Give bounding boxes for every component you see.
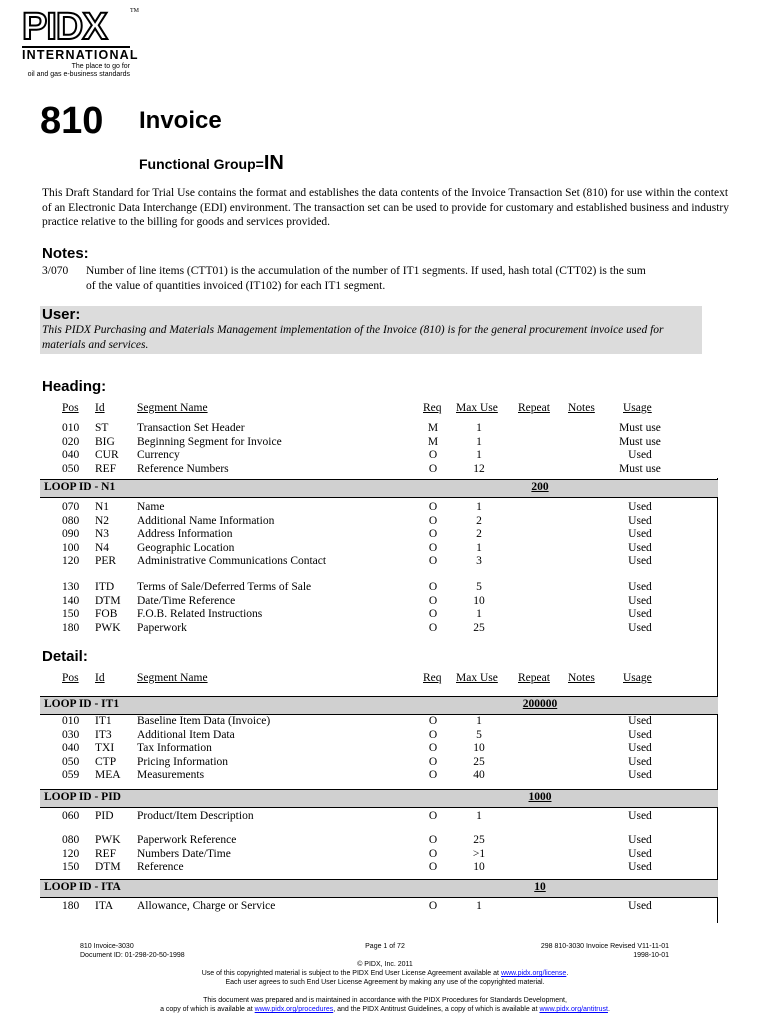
document-number: 810: [40, 100, 104, 142]
segment-name: Terms of Sale/Deferred Terms of Sale: [137, 581, 312, 593]
segment-id: REF: [95, 847, 117, 860]
loop-id-pid: LOOP ID - PID: [44, 791, 121, 803]
loop-bar-ita: [40, 879, 718, 898]
segment-name: Reference Numbers: [137, 462, 229, 475]
segment-usage: Used: [628, 861, 652, 874]
segment-name: Currency: [137, 449, 180, 462]
logo-trademark: TM: [130, 8, 139, 14]
segment-req: O: [428, 861, 438, 874]
user-heading: User:: [42, 306, 81, 323]
license-link[interactable]: www.pidx.org/license: [500, 970, 567, 977]
footer-doc-name: 810 Invoice-3030: [80, 943, 134, 950]
segment-max: 10: [473, 594, 485, 607]
segment-req: M: [427, 435, 439, 448]
segment-id: PWK: [95, 621, 121, 634]
segment-id: CUR: [95, 449, 119, 462]
segment-id: IT3: [95, 728, 112, 741]
segment-req: O: [428, 555, 438, 568]
col-pos: Pos: [62, 402, 79, 414]
segment-pos: 100: [62, 541, 80, 554]
segment-max: 1: [476, 435, 482, 448]
segment-req: O: [428, 847, 438, 860]
footer-links-text-a: a copy of which is available at: [160, 1006, 255, 1013]
user-text: This PIDX Purchasing and Materials Management implementation of the Invoice (810) is for the general procurement invoice used for materials and services.: [42, 324, 664, 351]
loop-repeat-ita: 10: [534, 881, 546, 893]
segment-id: PWK: [95, 834, 121, 846]
footer-license-end: .: [566, 970, 569, 977]
segment-usage: Must use: [619, 462, 661, 475]
segment-usage: Must use: [619, 422, 661, 434]
segment-req: O: [428, 528, 438, 541]
segment-name: Paperwork: [137, 621, 187, 634]
loop-id-it1: LOOP ID - IT1: [44, 698, 120, 710]
segment-usage: Must use: [619, 435, 661, 448]
col-req: Req: [423, 402, 442, 414]
procedures-link[interactable]: www.pidx.org/procedures: [254, 1006, 334, 1013]
segment-pos: 180: [62, 621, 80, 634]
segment-usage: Used: [628, 501, 652, 513]
segment-max: 1: [476, 608, 482, 621]
segment-name: Pricing Information: [137, 755, 229, 768]
segment-req: O: [428, 514, 438, 527]
antitrust-link[interactable]: www.pidx.org/antitrust: [539, 1006, 608, 1013]
segment-req: O: [428, 810, 438, 822]
segment-id: N4: [95, 541, 110, 554]
segment-usage: Used: [628, 810, 652, 822]
segment-usage: Used: [628, 581, 652, 593]
segment-id: DTM: [95, 594, 121, 607]
segment-name: Transaction Set Header: [137, 422, 245, 434]
loop-bar-pid: [40, 789, 718, 808]
segment-name: Additional Item Data: [137, 728, 235, 741]
segment-pos: 090: [62, 528, 80, 541]
segment-max: 25: [473, 755, 485, 768]
segment-pos: 080: [62, 834, 80, 846]
footer-doc-id: Document ID: 01-298-20-50-1998: [80, 952, 185, 959]
segment-pos: 150: [62, 861, 80, 874]
loop-id-ita: LOOP ID - ITA: [44, 881, 121, 893]
segment-req: O: [428, 501, 438, 513]
segment-max: 25: [473, 621, 485, 634]
logo-brand: PIDX: [22, 6, 107, 48]
segment-max: 5: [476, 728, 482, 741]
col-usage: Usage: [623, 402, 652, 414]
footer-page-number: Page 1 of 72: [365, 943, 405, 950]
segment-req: M: [427, 422, 439, 434]
segment-max: 40: [473, 769, 485, 782]
segment-max: 10: [473, 742, 485, 755]
col-repeat: Repeat: [518, 672, 550, 684]
segment-usage: Used: [628, 769, 652, 782]
segment-name: Numbers Date/Time: [137, 847, 231, 860]
segment-pos: 010: [62, 422, 80, 434]
segment-id: IT1: [95, 715, 112, 727]
segment-id: CTP: [95, 755, 117, 768]
segment-name: F.O.B. Related Instructions: [137, 608, 263, 621]
segment-name: Name: [137, 501, 165, 513]
heading-section-title: Heading:: [42, 378, 107, 395]
segment-req: O: [428, 541, 438, 554]
segment-id: ITD: [95, 581, 115, 593]
segment-pos: 030: [62, 728, 80, 741]
segment-max: 1: [476, 715, 482, 727]
segment-id: N2: [95, 514, 110, 527]
functional-group-value: IN: [263, 152, 284, 174]
note-line-2: of the value of quantities invoiced (IT102) for each IT1 segment.: [86, 279, 386, 292]
user-box: [40, 306, 702, 354]
segment-req: O: [428, 581, 438, 593]
segment-usage: Used: [628, 900, 652, 912]
segment-name: Tax Information: [137, 742, 212, 755]
footer-license-text: Use of this copyrighted material is subject to the PIDX End User License Agreement available at: [201, 970, 501, 977]
segment-name: Address Information: [137, 528, 233, 541]
segment-pos: 070: [62, 501, 80, 513]
segment-pos: 130: [62, 581, 80, 593]
segment-pos: 040: [62, 449, 80, 462]
col-segment-name: Segment Name: [137, 672, 208, 684]
segment-name: Reference: [137, 861, 184, 874]
col-req: Req: [423, 672, 442, 684]
segment-req: O: [428, 462, 438, 475]
segment-name: Baseline Item Data (Invoice): [137, 715, 271, 727]
segment-max: 3: [476, 555, 482, 568]
segment-id: REF: [95, 462, 117, 475]
footer-links-line: [0, 1005, 770, 1014]
segment-max: 25: [473, 834, 485, 846]
segment-id: PER: [95, 555, 117, 568]
logo-subbrand: INTERNATIONAL: [22, 48, 139, 62]
footer-procedures-line: This document was prepared and is maintained in accordance with the PIDX Procedures for Standards Development,: [203, 997, 567, 1004]
footer-license-line: [0, 969, 770, 978]
notes-heading: Notes:: [42, 245, 89, 262]
segment-usage: Used: [628, 594, 652, 607]
segment-usage: Used: [628, 728, 652, 741]
segment-pos: 180: [62, 900, 80, 912]
intro-paragraph: This Draft Standard for Trial Use contains the format and establishes the data contents of the Invoice Transaction Set (810) for use within the context of an Electronic Data Interchange (EDI) environment. The transaction set can be used to provide for customary and established business and industry practice relative to the billing for goods and services provided.: [42, 187, 730, 228]
loop-bar-it1: [40, 696, 718, 715]
segment-pos: 050: [62, 755, 80, 768]
segment-name: Beginning Segment for Invoice: [137, 435, 282, 448]
segment-req: O: [428, 755, 438, 768]
logo-tagline-1: The place to go for: [71, 63, 130, 70]
note-number: 3/070: [42, 265, 69, 277]
col-segment-name: Segment Name: [137, 402, 208, 414]
segment-req: O: [428, 728, 438, 741]
segment-usage: Used: [628, 834, 652, 846]
col-max-use: Max Use: [456, 672, 498, 684]
segment-req: O: [428, 769, 438, 782]
segment-name: Measurements: [137, 769, 205, 782]
segment-usage: Used: [628, 608, 652, 621]
segment-max: 1: [476, 810, 482, 822]
functional-group-label: Functional Group=: [139, 156, 264, 172]
segment-id: PID: [95, 810, 114, 822]
notes-body: [42, 264, 732, 293]
loop-repeat-pid: 1000: [528, 791, 552, 803]
segment-usage: Used: [628, 449, 652, 462]
segment-pos: 120: [62, 847, 80, 860]
col-usage: Usage: [623, 672, 652, 684]
loop-id-n1: LOOP ID - N1: [44, 481, 116, 493]
segment-pos: 050: [62, 462, 80, 475]
segment-usage: Used: [628, 847, 652, 860]
segment-id: DTM: [95, 861, 121, 874]
segment-name: Product/Item Description: [137, 810, 254, 822]
segment-id: ITA: [95, 900, 114, 912]
segment-usage: Used: [628, 755, 652, 768]
segment-req: O: [428, 742, 438, 755]
segment-name: Administrative Communications Contact: [137, 555, 327, 568]
segment-pos: 080: [62, 514, 80, 527]
segment-name: Geographic Location: [137, 541, 235, 554]
segment-req: O: [428, 594, 438, 607]
segment-max: 1: [476, 449, 482, 462]
segment-pos: 060: [62, 810, 80, 822]
segment-max: 2: [476, 528, 482, 541]
col-max-use: Max Use: [456, 402, 498, 414]
segment-usage: Used: [628, 742, 652, 755]
segment-max: 1: [476, 541, 482, 554]
segment-id: FOB: [95, 608, 118, 621]
segment-max: 10: [473, 861, 485, 874]
col-id: Id: [95, 402, 105, 414]
col-notes: Notes: [568, 672, 595, 684]
segment-max: 2: [476, 514, 482, 527]
segment-name: Date/Time Reference: [137, 594, 236, 607]
loop-bar-n1: [40, 479, 718, 498]
col-notes: Notes: [568, 402, 595, 414]
functional-group: [139, 152, 284, 175]
segment-pos: 040: [62, 742, 80, 755]
segment-max: >1: [472, 847, 486, 860]
segment-req: O: [428, 449, 438, 462]
segment-usage: Used: [628, 715, 652, 727]
segment-max: 1: [476, 900, 482, 912]
segment-max: 5: [476, 581, 482, 593]
footer-revision: 298 810-3030 Invoice Revised V11-11-01: [540, 943, 669, 950]
segment-pos: 059: [62, 769, 80, 782]
segment-pos: 010: [62, 715, 80, 727]
footer-links-text-c: .: [607, 1006, 610, 1013]
footer-copyright: © PIDX, Inc. 2011: [357, 961, 413, 968]
segment-max: 1: [476, 422, 482, 434]
col-repeat: Repeat: [518, 402, 550, 414]
loop-repeat-it1: 200000: [522, 698, 558, 710]
segment-name: Paperwork Reference: [137, 834, 237, 846]
segment-req: O: [428, 608, 438, 621]
col-id: Id: [95, 672, 105, 684]
footer-date: 1998-10-01: [633, 952, 669, 959]
loop-repeat-n1: 200: [531, 481, 549, 493]
segment-id: N3: [95, 528, 110, 541]
footer-links-text-b: , and the PIDX Antitrust Guidelines, a copy of which is available at: [333, 1006, 540, 1013]
segment-req: O: [428, 900, 438, 912]
segment-pos: 140: [62, 594, 80, 607]
logo-tagline-2: oil and gas e-business standards: [27, 71, 130, 78]
segment-usage: Used: [628, 514, 652, 527]
segment-name: Additional Name Information: [137, 514, 275, 527]
segment-usage: Used: [628, 555, 652, 568]
segment-max: 1: [476, 501, 482, 513]
pidx-logo: [22, 8, 137, 78]
segment-pos: 150: [62, 608, 80, 621]
footer-agreement-line: Each user agrees to such End User License Agreement by making any use of the copyrighted material.: [225, 979, 545, 986]
segment-pos: 120: [62, 555, 80, 568]
segment-usage: Used: [628, 528, 652, 541]
segment-usage: Used: [628, 621, 652, 634]
segment-id: N1: [95, 501, 110, 513]
note-line-1: Number of line items (CTT01) is the accumulation of the number of IT1 segments. If used, hash total (CTT02) is the sum: [86, 265, 646, 277]
segment-usage: Used: [628, 541, 652, 554]
col-pos: Pos: [62, 672, 79, 684]
segment-req: O: [428, 834, 438, 846]
document-title: Invoice: [139, 107, 222, 134]
segment-max: 12: [473, 462, 485, 475]
segment-id: BIG: [95, 435, 115, 448]
segment-req: O: [428, 715, 438, 727]
segment-id: TXI: [95, 742, 115, 755]
detail-section-title: Detail:: [42, 648, 88, 665]
segment-name: Allowance, Charge or Service: [137, 900, 276, 912]
segment-id: MEA: [95, 769, 121, 782]
segment-req: O: [428, 621, 438, 634]
segment-id: ST: [95, 422, 109, 434]
segment-pos: 020: [62, 435, 80, 448]
